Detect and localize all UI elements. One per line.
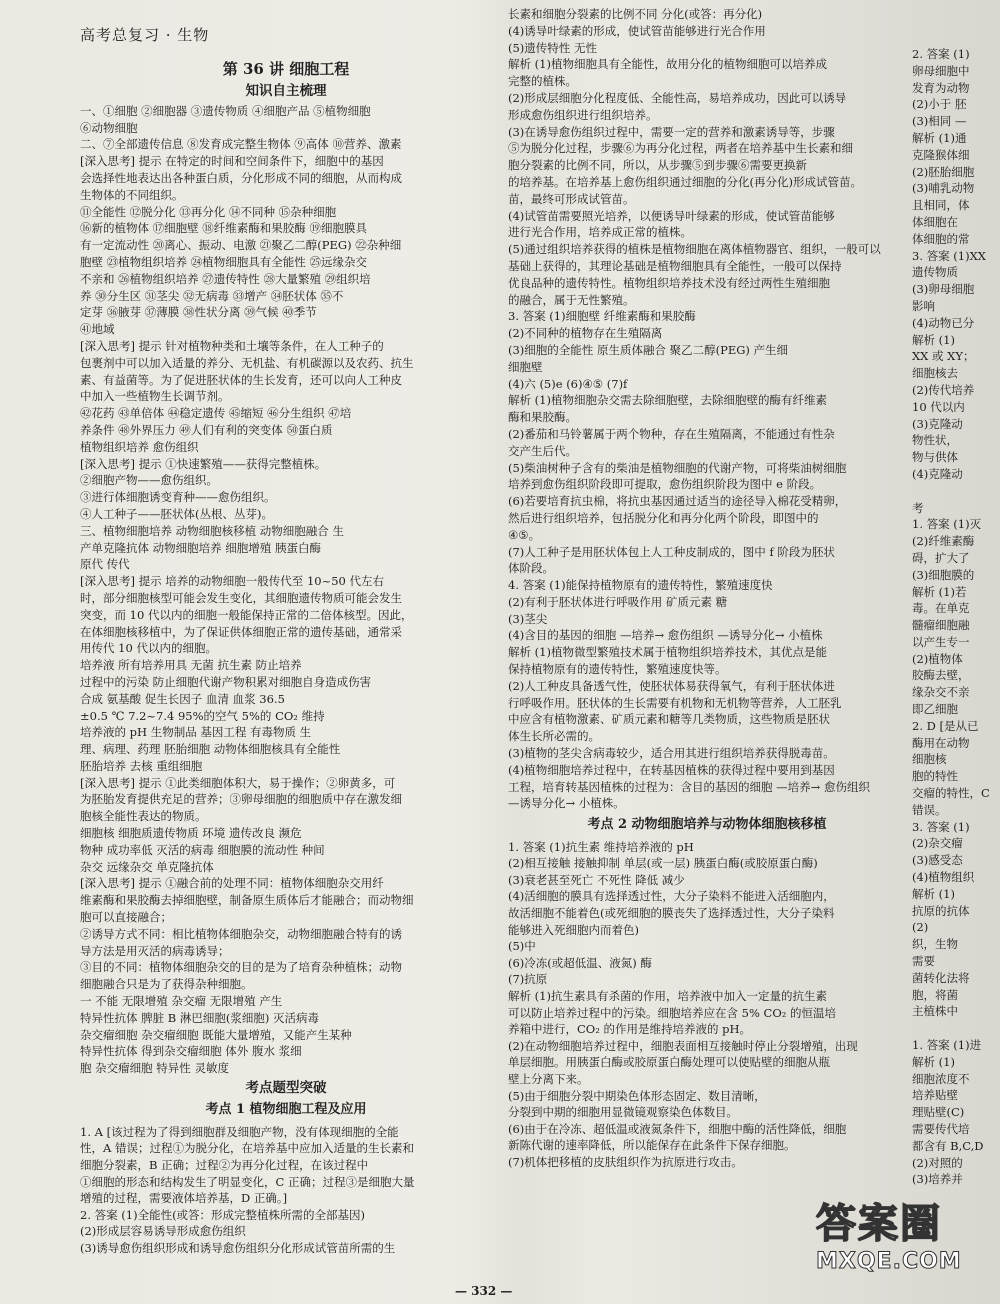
- text-line: 培养液 所有培养用具 无菌 抗生素 防止培养: [80, 658, 302, 673]
- text-line: 发育为动物: [912, 80, 970, 95]
- middle-text-block: [508, 6, 906, 812]
- text-line: (3)在诱导愈伤组织过程中，需要一定的营养和激素诱导等，步骤: [508, 124, 835, 139]
- text-line: (5)中: [508, 939, 536, 954]
- text-line: (2): [912, 920, 929, 935]
- text-line: 细胞核 细胞质遗传物质 环境 遗传改良 濒危: [80, 826, 302, 841]
- text-line: (2)胚胎细胞: [912, 164, 975, 179]
- text-line: [912, 1020, 1000, 1037]
- text-line: 体细胞的常: [912, 231, 970, 246]
- text-line: 影响: [912, 298, 935, 313]
- text-line: 包裹剂中可以加入适量的养分、无机盐、有机碳源以及农药、抗生: [80, 355, 414, 370]
- text-line: 特异性抗体 脾脏 B 淋巴细胞(浆细胞) 灭活病毒: [80, 1010, 320, 1025]
- text-line: (3)细胞的全能性 原生质体融合 聚乙二醇(PEG) 产生细: [508, 342, 789, 357]
- text-line: 体细胞在: [912, 214, 958, 229]
- text-line: (7)人工种子是用胚状体包上人工种皮制成的，图中 f 阶段为胚状: [508, 544, 835, 559]
- text-line: 胞分裂素的比例不同，所以，从步骤⑤到步骤⑥需要更换新: [508, 158, 807, 173]
- left-text-block: [80, 103, 492, 1077]
- text-line: 在体细胞核移植中，为了保证供体细胞正常的遗传基础，通常采: [80, 624, 402, 639]
- text-line: 考: [912, 500, 924, 515]
- middle-tail-block: [508, 839, 906, 1171]
- text-line: 物与供体: [912, 450, 958, 465]
- text-line: (3)卵母细胞: [912, 282, 975, 297]
- text-line: (2)相互接触 接触抑制 单层(或一层) 胰蛋白酶(或胶原蛋白酶): [508, 856, 818, 871]
- text-line: [深入思考] 提示 针对植物种类和土壤等条件，在人工种子的: [80, 338, 384, 353]
- text-line: 特异性抗体 得到杂交瘤细胞 体外 腹水 浆细: [80, 1044, 302, 1059]
- text-line: (3)诱导愈伤组织形成和诱导愈伤组织分化形成试管苗所需的生: [80, 1241, 396, 1255]
- text-line: (2)不同种的植物存在生殖隔离: [508, 326, 663, 341]
- text-line: 物种 成功率低 灭活的病毒 细胞膜的流动性 种间: [80, 842, 325, 857]
- text-line: ⑥动物细胞: [80, 120, 138, 135]
- text-line: 主植株中: [912, 1004, 958, 1019]
- text-line: (4)试管苗需要照光培养，以便诱导叶绿素的形成，使试管苗能够: [508, 208, 835, 223]
- watermark-logo: [816, 1192, 986, 1276]
- text-line: (2)形成层容易诱导形成愈伤组织: [80, 1224, 246, 1239]
- text-line: 胶酶去壁，: [912, 668, 970, 683]
- text-line: [深入思考] 提示 ①此类细胞体积大，易于操作；②卵黄多，可: [80, 775, 396, 790]
- text-line: 2. 答案 (1)全能性(或答：形成完整植株所需的全部基因): [80, 1207, 366, 1222]
- text-line: 物性状，: [912, 433, 958, 448]
- text-line: 二、⑦全部遗传信息 ⑧发育成完整生物体 ⑨高体 ⑩营养、激素: [80, 137, 402, 152]
- text-line: 2. 答案 (1): [912, 47, 970, 61]
- text-line: 体阶段。: [508, 561, 554, 576]
- right-column-cut-off: [912, 46, 1000, 1188]
- text-line: 以产生专一: [912, 634, 970, 649]
- text-line: ⑯新的植物体 ⑰细胞壁 ⑱纤维素酶和果胶酶 ⑲细胞膜具: [80, 221, 367, 236]
- text-line: (5)遗传特性 无性: [508, 40, 597, 55]
- text-line: 过程中的污染 防止细胞代谢产物积累对细胞自身造成伤害: [80, 674, 372, 689]
- text-line: 用传代 10 代以内的细胞。: [80, 641, 217, 656]
- text-line: 解析 (1)通: [912, 130, 967, 145]
- text-line: 有一定流动性 ⑳离心、振动、电激 ㉑聚乙二醇(PEG) ㉒杂种细: [80, 238, 402, 253]
- text-line: 维素酶和果胶酶去掉细胞壁，制备原生质体后才能融合；而动物细: [80, 893, 414, 908]
- text-line: 需要: [912, 954, 935, 969]
- text-line: (4)植物组织: [912, 870, 975, 885]
- text-line: (3)衰老甚至死亡 不死性 降低 减少: [508, 872, 685, 887]
- text-line: 解析 (1): [912, 332, 955, 347]
- subsection-title-2: 考点 2 动物细胞培养与动物体细胞核移植: [587, 817, 827, 833]
- text-line: 完整的植株。: [508, 74, 577, 89]
- text-line: 酶用在动物: [912, 735, 970, 750]
- text-line: 基础上获得的，其理论基础是植物细胞具有全能性，一般可以保持: [508, 258, 842, 273]
- text-line: 细胞融合只是为了获得杂种细胞。: [80, 977, 253, 992]
- text-line: 新陈代谢的速率降低，所以能保存在此条件下保存细胞。: [508, 1138, 796, 1153]
- text-line: 行呼吸作用。胚状体的生长需要有机物和无机物等营养，人工胚乳: [508, 695, 842, 710]
- subsection-title-1: 考点 1 植物细胞工程及应用: [205, 1102, 367, 1118]
- text-line: 错误。: [912, 802, 947, 817]
- text-line: 1. 答案 (1)进: [912, 1038, 982, 1053]
- text-line: ③目的不同：植物体细胞杂交的目的是为了培育杂种植株；动物: [80, 960, 402, 975]
- text-line: (4)克隆动: [912, 466, 963, 481]
- text-line: 解析 (1)若: [912, 584, 967, 599]
- left-column: [80, 60, 492, 1257]
- text-line: 一、①细胞 ②细胞器 ③遗传物质 ④细胞产品 ⑤植物细胞: [80, 103, 371, 118]
- text-line: 突变，而 10 代以内的细胞一般能保持正常的二倍体核型。因此，: [80, 607, 413, 622]
- text-line: (2)纤维素酶: [912, 534, 975, 549]
- text-line: 杂交瘤细胞 杂交瘤细胞 既能大量增殖，又能产生某种: [80, 1027, 352, 1042]
- text-line: ④人工种子——胚状体(丛根、丛芽)。: [80, 506, 273, 521]
- text-line: (4)含目的基因的细胞 —培养→ 愈伤组织 —诱导分化→ 小植株: [508, 628, 823, 643]
- text-line: (6)冷冻(或超低温、液氮) 酶: [508, 955, 652, 970]
- text-line: 胞核全能性表达的物质。: [80, 809, 207, 824]
- text-line: (2)小于 胚: [912, 97, 967, 112]
- text-line: (4)植物细胞培养过程中，在转基因植株的获得过程中要用到基因: [508, 762, 835, 777]
- text-line: (3)茎尖: [508, 611, 548, 626]
- text-line: (2)植物体: [912, 651, 963, 666]
- text-line: [深入思考] 提示 在特定的时间和空间条件下，细胞中的基因: [80, 154, 384, 169]
- text-line: 然后进行组织培养，包括脱分化和再分化两个阶段，即图中的: [508, 510, 819, 525]
- left-tail-block: [80, 1124, 492, 1257]
- text-line: (2)形成层细胞分化程度低、全能性高，易培养成功，因此可以诱导: [508, 90, 847, 105]
- text-line: 细胞核: [912, 752, 947, 767]
- text-line: 的融合，属于无性繁殖。: [508, 292, 635, 307]
- text-line: 3. 答案 (1)XX: [912, 248, 986, 263]
- text-line: 10 代以内: [912, 399, 965, 414]
- text-line: (7)抗原: [508, 972, 548, 987]
- text-line: (3)感受态: [912, 853, 963, 868]
- text-line: 故活细胞不能着色(或死细胞的膜丧失了选择透过性，大分子染料: [508, 906, 835, 921]
- text-line: 养 ㉚分生区 ㉛茎尖 ㉜无病毒 ㉝增产 ㉞胚状体 ㉟不: [80, 288, 344, 303]
- text-line: 养箱中进行，CO₂ 的作用是维持培养液的 pH。: [508, 1022, 752, 1037]
- text-line: (6)若要培育抗虫棉，将抗虫基因通过适当的途径导入棉花受精卵，: [508, 494, 847, 509]
- text-line: [深入思考] 提示 ①快速繁殖——获得完整植株。: [80, 456, 327, 471]
- text-line: 性，A 错误；过程①为脱分化，在培养基中应加入适量的生长素和: [80, 1141, 414, 1156]
- text-line: 培养液的 pH 生物制品 基因工程 有毒物质 生: [80, 725, 312, 740]
- text-line: ④⑤。: [508, 527, 541, 542]
- text-line: 培养到愈伤组织阶段即可提取，愈伤组织阶段为图中 e 阶段。: [508, 477, 822, 492]
- text-line: (3)细胞膜的: [912, 567, 975, 582]
- text-line: 保持植物原有的遗传特性，繁殖速度快等。: [508, 662, 727, 677]
- text-line: 中加入一些植物生长调节剂。: [80, 389, 230, 404]
- text-line: 解析 (1)植物细胞具有全能性，故用分化的植物细胞可以培养成: [508, 57, 827, 72]
- text-line: 胞的特性: [912, 769, 958, 784]
- text-line: ㊶地域: [80, 322, 115, 337]
- text-line: 细胞核去: [912, 366, 958, 381]
- text-line: (2)杂交瘤: [912, 836, 963, 851]
- text-line: 会选择性地表达出各种蛋白质，分化形成不同的细胞，从而构成: [80, 171, 402, 185]
- text-line: (5)通过组织培养获得的植株是植物细胞在离体植物器官、组织，一般可以: [508, 242, 881, 257]
- lesson-title: 第 36 讲 细胞工程: [222, 60, 350, 78]
- middle-column: [508, 6, 906, 1171]
- text-line: (4)动物已分: [912, 315, 975, 330]
- text-line: 细胞壁: [508, 359, 543, 374]
- text-line: 1. A [该过程为了得到细胞群及细胞产物，没有体现细胞的全能: [80, 1124, 399, 1139]
- text-line: ⑤为脱分化过程，步骤⑥为再分化过程，两者在培养基中生长素和细: [508, 141, 853, 156]
- section-title-breakthrough: 考点题型突破: [245, 1080, 327, 1097]
- text-line: (4)诱导叶绿素的形成，使试管苗能够进行光合作用: [508, 23, 766, 38]
- text-line: (3)哺乳动物: [912, 181, 975, 196]
- text-line: 长素和细胞分裂素的比例不同 分化(或答：再分化): [508, 7, 763, 21]
- text-line: ±0.5 ℃ 7.2~7.4 95%的空气 5%的 CO₂ 维持: [80, 708, 325, 723]
- text-line: 一 不能 无限增殖 杂交瘤 无限增殖 产生: [80, 994, 283, 1009]
- text-line: 菌转化法将: [912, 970, 970, 985]
- text-line: 4. 答案 (1)能保持植物原有的遗传特性，繁殖速度快: [508, 578, 773, 593]
- text-line: (4)六 (5)e (6)④⑤ (7)f: [508, 376, 628, 391]
- text-line: (3)克隆动: [912, 416, 963, 431]
- text-line: (2)传代培养: [912, 382, 975, 397]
- text-line: 都含有 B,C,D: [912, 1138, 984, 1153]
- text-line: 三、植物细胞培养 动物细胞核移植 动物细胞融合 生: [80, 523, 344, 538]
- text-line: 单层细胞。用胰蛋白酶或胶原蛋白酶处理可以使贴壁的细胞从瓶: [508, 1055, 830, 1070]
- text-line: 酶和果胶酶。: [508, 410, 577, 425]
- text-line: (2)有利于胚状体进行呼吸作用 矿质元素 糖: [508, 594, 728, 609]
- text-line: ③进行体细胞诱变育种——愈伤组织。: [80, 490, 276, 505]
- text-line: 壁上分离下来。: [508, 1071, 589, 1086]
- text-line: 苗，最终可形成试管苗。: [508, 191, 635, 206]
- text-line: 髓瘤细胞融: [912, 618, 970, 633]
- text-line: 的培养基。在培养基上愈伤组织通过细胞的分化(再分化)形成试管苗。: [508, 174, 862, 189]
- text-line: 胚胎培养 去核 重组细胞: [80, 758, 203, 773]
- text-line: 交产生后代。: [508, 443, 577, 458]
- text-line: 素、有益菌等。为了促进胚状体的生长发育，还可以向人工种皮: [80, 372, 402, 387]
- text-line: ②细胞产物——愈伤组织。: [80, 473, 218, 488]
- text-line: 遗传物质: [912, 265, 958, 280]
- text-line: ②诱导方式不同：相比植物体细胞杂交，动物细胞融合特有的诱: [80, 926, 402, 941]
- text-line: 缘杂交不亲: [912, 685, 970, 700]
- text-line: 优良品种的遗传特性。植物组织培养技术没有经过两性生殖细胞: [508, 275, 830, 290]
- text-line: 理、病理、药理 胚胎细胞 动物体细胞核具有全能性: [80, 742, 341, 757]
- text-line: 交瘤的特性，C: [912, 786, 990, 801]
- text-line: (6)由于在冷冻、超低温或液氮条件下，细胞中酶的活性降低，细胞: [508, 1121, 847, 1136]
- text-line: 植物组织培养 愈伤组织: [80, 439, 199, 454]
- text-line: 养条件 ㊽外界压力 ㊾人们有利的突变体 ㊿蛋白质: [80, 422, 333, 437]
- text-line: [912, 483, 1000, 500]
- text-line: 定芽 ㊱腋芽 ㊲薄膜 ㊳性状分离 ㊴气候 ㊵季节: [80, 305, 317, 320]
- text-line: 不亲和 ㉖植物组织培养 ㉗遗传特性 ㉘大量繁殖 ㉙组织培: [80, 271, 371, 286]
- section-title-knowledge: 知识自主梳理: [245, 83, 327, 100]
- text-line: 时，部分细胞核型可能会发生变化，其细胞遗传物质可能会发生: [80, 590, 402, 605]
- text-line: 胞 杂交瘤细胞 特异性 灵敏度: [80, 1061, 229, 1076]
- text-line: 细胞分裂素，B 正确；过程②为再分化过程，在该过程中: [80, 1158, 369, 1173]
- text-line: (2)番茄和马铃薯属于两个物种，存在生殖隔离，不能通过有性杂: [508, 426, 835, 441]
- text-line: 1. 答案 (1)抗生素 维持培养液的 pH: [508, 839, 694, 854]
- text-line: 织，生物: [912, 937, 958, 952]
- text-line: 分裂到中期的细胞用显微镜观察染色体数目。: [508, 1105, 738, 1120]
- text-line: 解析 (1)植物细胞杂交需去除细胞壁，去除细胞壁的酶有纤维素: [508, 393, 827, 408]
- text-line: 3. 答案 (1): [912, 819, 970, 834]
- text-line: (3)培养并: [912, 1172, 963, 1187]
- text-line: 为胚胎发育提供充足的营养；③卵母细胞的细胞质中存在激发细: [80, 792, 402, 807]
- text-line: 碍，扩大了: [912, 550, 970, 565]
- text-line: 毒。在单克: [912, 601, 970, 616]
- text-line: 1. 答案 (1)灭: [912, 517, 982, 532]
- watermark-url: MXQE.COM: [816, 1249, 962, 1274]
- text-line: (4)活细胞的膜具有选择透过性，大分子染料不能进入活细胞内，: [508, 889, 835, 904]
- text-line: 需要传代培: [912, 1122, 970, 1136]
- text-line: 形成愈伤组织进行组织培养。: [508, 107, 658, 122]
- text-line: ㊷花药 ㊸单倍体 ㊹稳定遗传 ㊺缩短 ㊻分生组织 ㊼培: [80, 406, 352, 421]
- text-line: 导方法是用灭活的病毒诱导；: [80, 943, 230, 958]
- text-line: ①细胞的形态和结构发生了明显变化，C 正确；过程③是细胞大量: [80, 1174, 415, 1189]
- text-line: [深入思考] 提示 培养的动物细胞一般传代至 10~50 代左右: [80, 574, 384, 589]
- text-line: XX 或 XY；: [912, 349, 975, 364]
- right-text-block: [912, 46, 1000, 1188]
- text-line: 胞可以直接融合；: [80, 910, 172, 925]
- text-line: (3)植物的茎尖含病毒较少，适合用其进行组织培养获得脱毒苗。: [508, 746, 835, 761]
- text-line: 卵母细胞中: [912, 63, 970, 78]
- text-line: 培养贴壁: [912, 1088, 958, 1103]
- text-line: 2. D [是从已: [912, 718, 979, 733]
- text-line: 解析 (1): [912, 886, 955, 901]
- text-line: (5)柴油树种子含有的柴油是植物细胞的代谢产物，可将柴油树细胞: [508, 460, 847, 475]
- text-line: 生物体的不同组织。: [80, 187, 184, 202]
- text-line: [深入思考] 提示 ①融合前的处理不同：植物体细胞杂交用纤: [80, 876, 384, 891]
- text-line: 合成 氨基酸 促生长因子 血清 血浆 36.5: [80, 691, 285, 706]
- text-line: 胞壁 ㉓植物组织培养 ㉔植物细胞具有全能性 ㉕远缘杂交: [80, 254, 367, 269]
- text-line: 进行光合作用，培养成正常的植株。: [508, 225, 692, 240]
- text-line: 能够进入死细胞内而着色): [508, 922, 639, 937]
- watermark-main: 答案圈: [816, 1201, 942, 1247]
- text-line: 抗原的抗体: [912, 903, 970, 918]
- text-line: 即乙细胞: [912, 702, 958, 717]
- text-line: (7)机体把移植的皮肤组织作为抗原进行攻击。: [508, 1154, 743, 1169]
- running-head: 高考总复习 · 生物: [80, 26, 210, 44]
- page-number: — 332 —: [455, 1284, 513, 1298]
- text-line: 增殖的过程，需要液体培养基，D 正确。]: [80, 1191, 288, 1206]
- text-line: (2)对照的: [912, 1155, 963, 1170]
- text-line: 中应含有植物激素、矿质元素和糖等几类物质，这些物质是胚状: [508, 712, 830, 727]
- text-line: 3. 答案 (1)细胞壁 纤维素酶和果胶酶: [508, 309, 696, 324]
- text-line: (2)在动物细胞培养过程中，细胞表面相互接触时停止分裂增殖，出现: [508, 1038, 858, 1053]
- text-line: 解析 (1): [912, 1054, 955, 1069]
- text-line: 可以防止培养过程中的污染。细胞培养应在含 5% CO₂ 的恒温培: [508, 1005, 837, 1020]
- text-line: 产单克隆抗体 动物细胞培养 细胞增殖 胰蛋白酶: [80, 540, 321, 555]
- text-line: (5)由于细胞分裂中期染色体形态固定、数目清晰，: [508, 1088, 766, 1103]
- text-line: 克隆猴体细: [912, 147, 970, 162]
- text-line: 细胞浓度不: [912, 1071, 970, 1086]
- text-line: 且相同，体: [912, 198, 970, 213]
- text-line: 解析 (1)植物微型繁殖技术属于植物组织培养技术，其优点是能: [508, 645, 827, 660]
- text-line: 解析 (1)抗生素具有杀菌的作用，培养液中加入一定量的抗生素: [508, 989, 827, 1003]
- text-line: —诱导分化→ 小植株。: [508, 796, 625, 811]
- text-line: 原代 传代: [80, 557, 130, 572]
- text-line: 杂交 远缘杂交 单克隆抗体: [80, 859, 214, 874]
- text-line: 体生长所必需的。: [508, 729, 600, 744]
- text-line: ⑪全能性 ⑫脱分化 ⑬再分化 ⑭不同种 ⑮杂种细胞: [80, 204, 337, 219]
- text-line: (2)人工种皮具备透气性，使胚状体易获得氧气，有利于胚状体进: [508, 678, 835, 693]
- text-line: 工程，培育转基因植株的过程为：含目的基因的细胞 —培养→ 愈伤组织: [508, 779, 870, 794]
- text-line: 理贴壁(C): [912, 1105, 965, 1120]
- text-line: 胞，将菌: [912, 987, 958, 1002]
- text-line: (3)相同 —: [912, 114, 967, 129]
